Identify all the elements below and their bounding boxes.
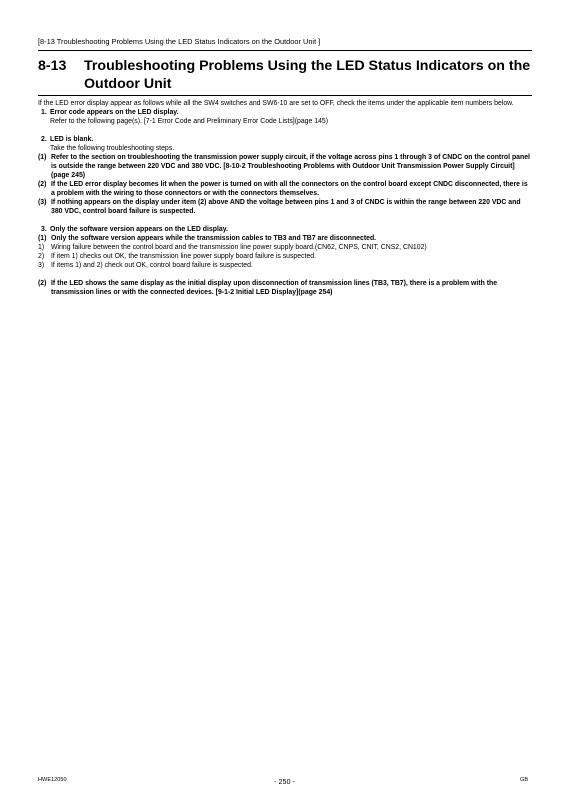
item-2-step-2 <box>38 180 532 198</box>
spacer <box>38 270 532 279</box>
sub-number: (1) <box>38 235 47 242</box>
step-text: If the LED error display becomes lit when the power is turned on with all the connectors on the control board except CNDC disconnected, there is a problem with the wiring to those connectors or with the connectors themselves. <box>51 181 528 197</box>
running-header: [8-13 Troubleshooting Problems Using the LED Status Indicators on the Outdoor Unit ] <box>38 37 321 46</box>
point-text: If items 1) and 2) check out OK, control board failure is suspected. <box>51 262 253 269</box>
sub-text: Only the software version appears while the transmission cables to TB3 and TB7 are disconnected. <box>51 235 377 242</box>
step-number: (2) <box>38 181 47 188</box>
point-text: If item 1) checks out OK, the transmission line power supply board failure is suspected. <box>51 253 317 260</box>
point-number: 2) <box>38 253 45 260</box>
item-1-number: 1. <box>41 109 47 116</box>
title-rule <box>38 95 532 96</box>
step-text: Refer to the section on troubleshooting the transmission power supply circuit, if the voltage across pins 1 through 3 of CNDC on the control panel is outside the range between 220 VDC and 380 VDC. [8-10-2 Troubleshooting Problems with Outdoor Unit Transmission Power Supply Circuit](page 245) <box>51 154 530 179</box>
footer-region: GB <box>520 777 529 783</box>
item-3-sub-1 <box>38 234 532 243</box>
section-number: 8-13 <box>38 58 67 74</box>
item-1-reference[interactable]: Refer to the following page(s). [7-1 Error Code and Preliminary Error Code Lists](page 145) <box>50 118 329 125</box>
item-2-step-3 <box>38 198 532 216</box>
item-3-point-3 <box>38 261 532 270</box>
point-number: 3) <box>38 262 45 269</box>
header-rule <box>38 50 532 51</box>
item-2-heading <box>38 135 532 144</box>
item-3-point-1 <box>38 243 532 252</box>
step-number: (1) <box>38 154 47 161</box>
step-text: If nothing appears on the display under item (2) above AND the voltage between pins 1 and 3 of CNDC is within the range between 220 VDC and 380 VDC, control board failure is suspected. <box>51 199 521 215</box>
sub-text: If the LED shows the same display as the initial display upon disconnection of transmission lines (TB3, TB7), there is a problem with the transmission lines or with the connected devices. [9-1-2 Initial LED Display](page 254) <box>51 280 498 296</box>
spacer <box>38 126 532 135</box>
item-1-heading <box>38 108 532 117</box>
item-2-heading-text: LED is blank. <box>50 136 94 143</box>
item-3-heading <box>38 225 532 234</box>
item-2-number: 2. <box>41 136 47 143</box>
page-number: - 250 - <box>274 777 295 786</box>
item-2-intro: Take the following troubleshooting steps. <box>50 145 175 152</box>
item-3-heading-text: Only the software version appears on the LED display. <box>50 226 228 233</box>
footer-doc-code: HWE12050 <box>38 777 67 783</box>
page-content <box>38 99 532 297</box>
item-2-step-1[interactable] <box>38 153 532 180</box>
item-1-heading-text: Error code appears on the LED display. <box>50 109 179 116</box>
item-3-sub-2[interactable] <box>38 279 532 297</box>
section-title-text: Troubleshooting Problems Using the LED Status Indicators on the Outdoor Unit <box>84 58 531 92</box>
step-number: (3) <box>38 199 47 206</box>
spacer <box>38 216 532 225</box>
point-text: Wiring failure between the control board and the transmission line power supply board.(CN62, CNPS, CNIT, CNS2, CN102) <box>51 244 427 251</box>
intro-paragraph: If the LED error display appear as follows while all the SW4 switches and SW6-10 are set to OFF, check the items under the applicable item numbers below. <box>38 100 514 107</box>
item-3-number: 3. <box>41 226 47 233</box>
item-3-point-2 <box>38 252 532 261</box>
sub-number: (2) <box>38 280 47 287</box>
point-number: 1) <box>38 244 45 251</box>
